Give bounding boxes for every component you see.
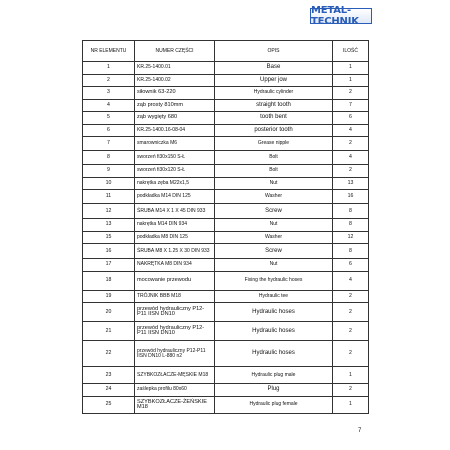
row-quantity: 2 bbox=[333, 322, 369, 341]
company-logo: METAL-TECHNIK bbox=[310, 8, 372, 24]
row-part-number: nakrętka M14 DIN 934 bbox=[135, 219, 215, 232]
row-nr: 20 bbox=[83, 303, 135, 322]
table-row bbox=[83, 124, 369, 137]
row-quantity: 7 bbox=[333, 99, 369, 112]
table-row bbox=[83, 112, 369, 125]
row-description: Bolt bbox=[215, 165, 333, 178]
row-description: Nut bbox=[215, 259, 333, 272]
row-part-number: SZYBKOZŁACZE-MĘSKIE M18 bbox=[135, 367, 215, 384]
row-description: posterior tooth bbox=[215, 124, 333, 137]
row-part-number: przewód hydrauliczny P12-P11 IISN DN10 bbox=[135, 303, 215, 322]
row-nr: 21 bbox=[83, 322, 135, 341]
row-quantity: 1 bbox=[333, 74, 369, 87]
row-quantity: 6 bbox=[333, 259, 369, 272]
row-part-number: KR.25-1400.02 bbox=[135, 74, 215, 87]
row-part-number: mocowanie przewodu bbox=[135, 271, 215, 290]
header-description: OPIS bbox=[215, 41, 333, 62]
row-part-number: KR.25-1400.01 bbox=[135, 62, 215, 75]
row-nr: 22 bbox=[83, 341, 135, 367]
row-quantity: 8 bbox=[333, 204, 369, 219]
row-part-number: podkładka M8 DIN 125 bbox=[135, 231, 215, 244]
row-part-number: podkładka M14 DIN 125 bbox=[135, 190, 215, 204]
row-nr: 25 bbox=[83, 396, 135, 413]
row-nr: 1 bbox=[83, 62, 135, 75]
row-description: tooth bent bbox=[215, 112, 333, 125]
row-quantity: 16 bbox=[333, 190, 369, 204]
row-description: Screw bbox=[215, 244, 333, 259]
row-part-number: ząb wygięty 680 bbox=[135, 112, 215, 125]
row-part-number: przewód hydrauliczny P12-P11 IISN DN10 bbox=[135, 322, 215, 341]
table-row bbox=[83, 244, 369, 259]
table-row bbox=[83, 271, 369, 290]
row-nr: 12 bbox=[83, 204, 135, 219]
table-row bbox=[83, 384, 369, 397]
row-part-number: smarowniczka M6 bbox=[135, 137, 215, 151]
row-quantity: 2 bbox=[333, 165, 369, 178]
row-nr: 16 bbox=[83, 244, 135, 259]
row-quantity: 6 bbox=[333, 112, 369, 125]
row-nr: 7 bbox=[83, 137, 135, 151]
row-part-number: SZYBKOZŁACZE-ŻEŃSKIE M18 bbox=[135, 396, 215, 413]
row-description: Hydraulic cylinder bbox=[215, 87, 333, 100]
table-header-row bbox=[83, 41, 369, 62]
row-nr: 24 bbox=[83, 384, 135, 397]
row-part-number: siłownik 63-220 bbox=[135, 87, 215, 100]
row-description: Hydraulic tee bbox=[215, 290, 333, 303]
row-part-number: sworzeń fi30x150 S-Ł bbox=[135, 151, 215, 165]
table-row bbox=[83, 204, 369, 219]
table-row bbox=[83, 177, 369, 190]
row-quantity: 1 bbox=[333, 367, 369, 384]
row-description: Screw bbox=[215, 204, 333, 219]
row-nr: 2 bbox=[83, 74, 135, 87]
row-quantity: 4 bbox=[333, 124, 369, 137]
row-quantity: 4 bbox=[333, 271, 369, 290]
row-quantity: 2 bbox=[333, 341, 369, 367]
row-description: Fixing the hydraulic hoses bbox=[215, 271, 333, 290]
row-description: Grease nipple bbox=[215, 137, 333, 151]
row-quantity: 1 bbox=[333, 62, 369, 75]
header-part-number: NUMER CZĘŚCI bbox=[135, 41, 215, 62]
row-part-number: NAKRĘTKA M8 DIN 934 bbox=[135, 259, 215, 272]
header-quantity: ILOŚĆ bbox=[333, 41, 369, 62]
row-quantity: 12 bbox=[333, 231, 369, 244]
row-part-number: KR.25-1400.16-08-04 bbox=[135, 124, 215, 137]
row-nr: 6 bbox=[83, 124, 135, 137]
row-quantity: 4 bbox=[333, 151, 369, 165]
row-nr: 19 bbox=[83, 290, 135, 303]
row-description: Plug bbox=[215, 384, 333, 397]
table-row bbox=[83, 165, 369, 178]
row-nr: 17 bbox=[83, 259, 135, 272]
table-body bbox=[83, 62, 369, 414]
table-row bbox=[83, 99, 369, 112]
table-row bbox=[83, 259, 369, 272]
table-row bbox=[83, 290, 369, 303]
page-number: 7 bbox=[358, 428, 362, 434]
row-description: Washer bbox=[215, 190, 333, 204]
row-part-number: sworzeń fi30x120 S-Ł bbox=[135, 165, 215, 178]
table-row bbox=[83, 322, 369, 341]
row-quantity: 2 bbox=[333, 303, 369, 322]
row-quantity: 8 bbox=[333, 219, 369, 232]
row-part-number: zaślepka profilu 80x60 bbox=[135, 384, 215, 397]
row-quantity: 2 bbox=[333, 87, 369, 100]
row-quantity: 13 bbox=[333, 177, 369, 190]
row-description: Nut bbox=[215, 177, 333, 190]
row-nr: 9 bbox=[83, 165, 135, 178]
table-row bbox=[83, 219, 369, 232]
row-description: Hydraulic hoses bbox=[215, 322, 333, 341]
row-nr: 18 bbox=[83, 271, 135, 290]
row-description: Hydraulic hoses bbox=[215, 341, 333, 367]
row-quantity: 2 bbox=[333, 290, 369, 303]
header-nr: NR ELEMENTU bbox=[83, 41, 135, 62]
row-quantity: 2 bbox=[333, 384, 369, 397]
table-row bbox=[83, 396, 369, 413]
table-row bbox=[83, 341, 369, 367]
row-part-number: nakrętka zęba M22x1,5 bbox=[135, 177, 215, 190]
row-description: Upper jow bbox=[215, 74, 333, 87]
table-row bbox=[83, 367, 369, 384]
row-description: Hydraulic hoses bbox=[215, 303, 333, 322]
row-part-number: ŚRUBA M8 X 1.25 X 30 DIN 933 bbox=[135, 244, 215, 259]
row-nr: 4 bbox=[83, 99, 135, 112]
row-quantity: 2 bbox=[333, 137, 369, 151]
row-description: straight tooth bbox=[215, 99, 333, 112]
row-nr: 8 bbox=[83, 151, 135, 165]
table-row bbox=[83, 62, 369, 75]
row-quantity: 1 bbox=[333, 396, 369, 413]
row-nr: 3 bbox=[83, 87, 135, 100]
row-nr: 5 bbox=[83, 112, 135, 125]
table-row bbox=[83, 151, 369, 165]
table-row bbox=[83, 231, 369, 244]
row-part-number: ząb prosty 810mm bbox=[135, 99, 215, 112]
table-row bbox=[83, 303, 369, 322]
row-part-number: TRÓJNIK BBB M18 bbox=[135, 290, 215, 303]
row-description: Base bbox=[215, 62, 333, 75]
row-nr: 11 bbox=[83, 190, 135, 204]
row-nr: 15 bbox=[83, 231, 135, 244]
row-part-number: przewód hydrauliczny P12-P11 IISN DN10 L-880 n2 bbox=[135, 341, 215, 367]
table-row bbox=[83, 87, 369, 100]
row-description: Hydraulic plug male bbox=[215, 367, 333, 384]
table-row bbox=[83, 137, 369, 151]
parts-table bbox=[82, 40, 369, 414]
row-quantity: 8 bbox=[333, 244, 369, 259]
table-row bbox=[83, 74, 369, 87]
row-nr: 10 bbox=[83, 177, 135, 190]
row-part-number: ŚRUBA M14 X 1 X 45 DIN 933 bbox=[135, 204, 215, 219]
table-row bbox=[83, 190, 369, 204]
row-description: Washer bbox=[215, 231, 333, 244]
row-description: Nut bbox=[215, 219, 333, 232]
row-nr: 23 bbox=[83, 367, 135, 384]
row-description: Bolt bbox=[215, 151, 333, 165]
row-description: Hydraulic plug female bbox=[215, 396, 333, 413]
row-nr: 13 bbox=[83, 219, 135, 232]
